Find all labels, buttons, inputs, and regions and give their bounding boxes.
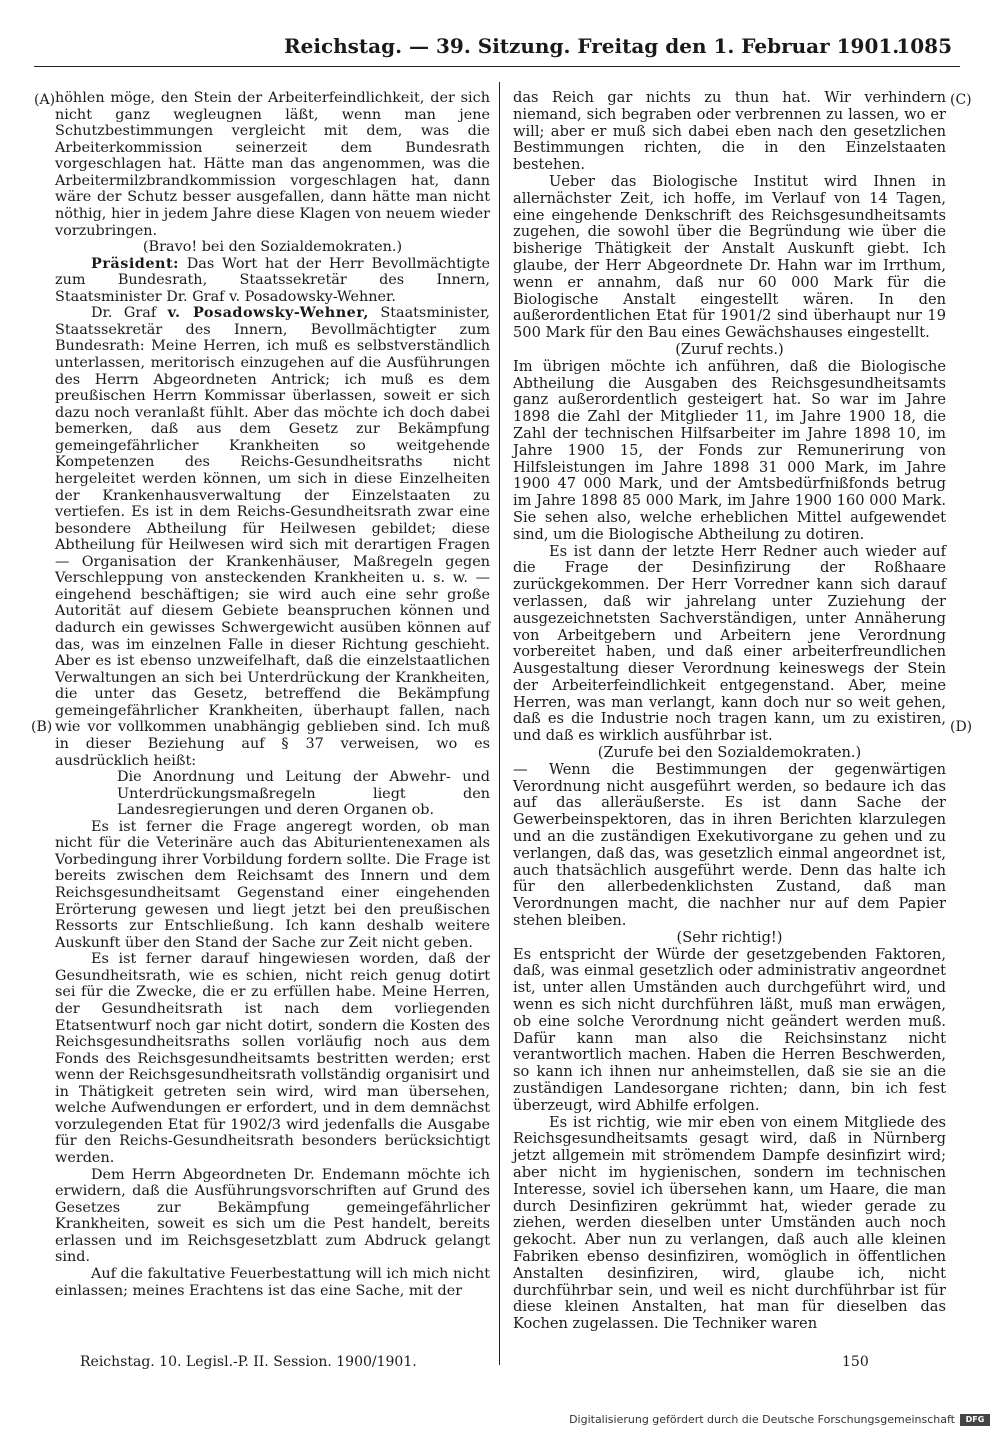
paragraph-text: das Reich gar nichts zu thun hat. Wir verhindern niemand, sich begraben oder verbrennen zu lassen, wo er will; aber er muß sich dabei eben nach den gesetzlichen Bestimmungen richten, die in den Einzelstaaten bestehen.: [513, 89, 946, 174]
paragraph-text: Es ist dann der letzte Herr Redner auch wieder auf die Frage der Desinfizirung der Roßhaare zurückgekommen. Der Herr Vorredner kann sich darauf verlassen, daß wir jahrelang unter Zuziehung der ausgezeichnetsten Sachverständigen, unter Annäherung von Arbeitgebern und Arbeitern jene Verordnung vorbereitet haben, und daß einer arbeiterfreundlichen Ausgestaltung dieser Verordnung keineswegs der Stein der Arbeiterfeindlichkeit entgegenstand. Aber, meine Herren, was man verlangt, kann doch nur so weit gehen, daß es die Industrie noch tragen kann, um zu existiren, und daß es wirklich ausführbar ist.: [513, 542, 946, 745]
paragraph: [513, 762, 946, 930]
paragraph: [513, 1115, 946, 1333]
margin-mark-a: (A): [34, 92, 56, 108]
paragraph-text: Im übrigen möchte ich anführen, daß die Biologische Abtheilung die Ausgaben des Reichsgesundheitsamts ganz außerordentlich gesteigert hat. So war im Jahre 1898 die Zahl der Mitglieder 11, im Jahre 1900 18, die Zahl der technischen Hilfsarbeiter im Jahre 1898 10, im Jahre 1900 15, der Fonds zur Remunerirung von Hilfsleistungen im Jahre 1898 31 000 Mark, im Jahre 1900 47 000 Mark, und der Amtsbedürfnißfonds betrug im Jahre 1898 85 000 Mark, im Jahre 1900 160 000 Mark. Sie sehen also, welche erheblichen Mittel aufgewendet sind, um die Biologische Abtheilung zu dotiren.: [513, 357, 946, 543]
margin-mark-c: (C): [950, 92, 972, 108]
paragraph: [55, 951, 490, 1166]
paragraph-text: höhlen möge, den Stein der Arbeiterfeindlichkeit, der sich nicht ganz wegleugnen läßt, wenn man jene Schutzbestimmungen vergleicht mit dem, was die Arbeiterkommission seinerzeit dem Bundesrath vorgeschlagen hat. Hätte man das angenommen, was die Arbeitermilzbrandkommission vorgeschlagen hat, dann wäre der Schutz besser ausgefallen, dann hätte man nicht nöthig, hier in jedem Jahre diese Klagen von neuem wieder vorzubringen.: [55, 90, 490, 239]
margin-mark-b: (B): [31, 719, 53, 735]
footer-sheet-number: 150: [842, 1354, 869, 1370]
digitization-credit: [569, 1413, 990, 1426]
paragraph-text: — Wenn die Bestimmungen der gegenwärtigen Verordnung nicht ausgeführt werden, so bedaure ich das auf das alleräußerste. Es ist dann Sache der Gewerbeinspektoren, das in ihren Berichten klarzulegen und an die zuständigen Exekutivorgane zu gehen und zu verlangen, daß das, was gesetzlich einmal angeordnet ist, auch thatsächlich ausgeführt werde. Denn das halte ich für den allerbedenklichsten Zustand, daß man Verordnungen macht, die nachher nur auf dem Papier stehen bleiben.: [513, 760, 946, 930]
speaker-name: v. Posadowsky-Wehner,: [167, 304, 369, 322]
speaker-name: Präsident:: [91, 254, 179, 272]
paragraph-text: Es ist ferner darauf hingewiesen worden, daß der Gesundheitsrath, wie es schien, nicht reich genug dotirt sei für die Zwecke, die er zu erfüllen habe. Meine Herren, der Gesundheitsrath ist nach dem vorliegenden Etatsentwurf noch gar nicht dotirt, sondern die Kosten des Reichsgesundheitsraths sollen vorläufig noch aus dem Fonds des Reichsgesundheitsamts bestritten werden; erst wenn der Reichsgesundheitsrath vollständig organisirt und in Thätigkeit getreten sein wird, wird man übersehen, welche Aufwendungen er erfordert, und in dem demnächst vorzulegenden Etat für 1902/3 wird jedenfalls die Ausgabe für den Reichs-Gesundheitsrath besonders berücksichtigt werden.: [55, 951, 490, 1166]
speaker-prefix: Dr. Graf: [91, 305, 168, 322]
paragraph: [55, 769, 490, 819]
paragraph: [513, 947, 946, 1115]
paragraph: [513, 90, 946, 174]
paragraph-text: Es entspricht der Würde der gesetzgebenden Faktoren, daß, was einmal gesetzlich oder administrativ angeordnet ist, unter allen Umständen auch durchgeführt wird, und wenn es sich nicht durchführen läßt, muß man erwägen, ob eine solche Verordnung nicht geändert werden muß. Dafür kann man also die Reichsinstanz nicht verantwortlich machen. Haben die Herren Beschwerden, so kann ich ihnen nur anheimstellen, daß sie sie an die zuständigen Landesorgane richten; dann, bin ich fest überzeugt, wird Abhilfe erfolgen.: [513, 945, 946, 1114]
paragraph: [55, 256, 490, 306]
paragraph: [55, 90, 490, 239]
column-divider: [499, 82, 500, 1365]
paragraph: [55, 305, 490, 769]
credit-text: Digitalisierung gefördert durch die Deutsche Forschungsgemeinschaft: [569, 1413, 955, 1426]
left-column: [55, 90, 490, 1299]
paragraph-text: Es ist richtig, wie mir eben von einem Mitgliede des Reichsgesundheitsamts gesagt wird, daß in Nürnberg jetzt allgemein mit strömendem Dampfe desinfizirt wird; aber nicht im hygienischen, sondern im technischen Interesse, soviel ich übersehen kann, um Haare, die man durch Desinfiziren gekrümmt hat, wieder gerade zu ziehen, werden dieselben unter Umständen auch noch gekocht. Aber nun zu verlangen, daß auch alle kleinen Fabriken ebenso desinfiziren, womöglich in öffentlichen Anstalten desinfiziren, wird, glaube ich, nicht durchführbar sein, und weil es nicht durchführbar ist für diese kleinen Anstalten, hat man für dieselben das Kochen zugelassen. Die Techniker waren: [513, 1113, 946, 1333]
margin-mark-d: (D): [950, 719, 973, 735]
paragraph: [513, 544, 946, 746]
footer-session-info: Reichstag. 10. Legisl.-P. II. Session. 1900/1901.: [80, 1354, 417, 1370]
header-rule: [34, 66, 960, 67]
paragraph-text: (Zurufe bei den Sozialdemokraten.): [597, 744, 862, 762]
paragraph: [55, 819, 490, 952]
dfg-logo: DFG: [960, 1414, 990, 1426]
paragraph: [513, 359, 946, 544]
paragraph-text: Staatsminister, Staatssekretär des Innern, Bevollmächtigter zum Bundesrath: Meine Herren, ich muß es selbstverständlich unterlassen, meritorisch einzugehen auf die Ausführungen des Herrn Abgeordneten Antrick; ich muß es dem preußischen Herrn Kommissar überlassen, soweit er sich dazu noch veranlaßt fühlt. Aber das möchte ich doch dabei bemerken, daß aus dem Gesetz zur Bekämpfung gemeingefährlicher Krankheiten so weitgehende Kompetenzen des Reichs-Gesundheitsraths nicht hergeleitet werden können, um sich in diese Einzelheiten der Krankenhausverwaltung der Einzelstaaten zu vertiefen. Es ist in dem Reichs-Gesundheitsrath zwar eine besondere Abtheilung für Heilwesen gebildet; diese Abtheilung für Heilwesen wird sich mit derartigen Fragen — Organisation der Krankenhäuser, Maßregeln gegen Verschleppung von ansteckenden Krankheiten u. s. w. — eingehend beschäftigen; sie wird auch eine sehr große Autorität auf diesem Gebiete beanspruchen können und dadurch ein gewisses Schwergewicht ausüben können auf das, was im einzelnen Falle in dieser Richtung geschieht. Aber es ist ebenso unzweifelhaft, daß die einzelstaatlichen Verwaltungen an sich bei Unterdrückung der Krankheiten, die unter das Gesetz, betreffend die Bekämpfung gemeingefährlicher Krankheiten, überhaupt fallen, nach wie vor vollkommen unabhängig geblieben sind. Ich muß in dieser Beziehung auf § 37 verweisen, wo es ausdrücklich heißt:: [55, 305, 490, 769]
paragraph-text: Auf die fakultative Feuerbestattung will ich mich nicht einlassen; meines Erachtens ist das eine Sache, mit der: [55, 1265, 491, 1299]
paragraph: [55, 1167, 490, 1266]
right-column: [513, 90, 946, 1333]
paragraph-text: Es ist ferner die Frage angeregt worden, ob man nicht für die Veterinäre auch das Abiturientenexamen als Vorbedingung ihrer Vorbildung fordern sollte. Die Frage ist bereits zwischen dem Reichsamt des Innern und dem Reichsgesundheitsamt Gegenstand einer eingehenden Erörterung gewesen und liegt jetzt bei den preußischen Ressorts zur Entschließung. Ich kann deshalb weitere Auskunft über den Stand der Sache zur Zeit nicht geben.: [55, 818, 491, 951]
paragraph: [55, 239, 490, 256]
paragraph-text: (Zuruf rechts.): [675, 340, 784, 358]
paragraph-text: Dem Herrn Abgeordneten Dr. Endemann möchte ich erwidern, daß die Ausführungsvorschriften auf Grund des Gesetzes zur Bekämpfung gemeingefährlicher Krankheiten, soweit es sich um die Pest handelt, bereits erlassen und im Reichsgesetzblatt zum Abdruck gelangt sind.: [55, 1166, 490, 1266]
paragraph: [513, 930, 946, 947]
paragraph-text: (Sehr richtig!): [676, 928, 783, 946]
page-number: 1085: [896, 34, 952, 58]
paragraph: [513, 745, 946, 762]
paragraph-text: Das Wort hat der Herr Bevollmächtigte zum Bundesrath, Staatssekretär des Innern, Staatsminister Dr. Graf v. Posadowsky-Wehner.: [55, 255, 490, 305]
paragraph-text: Die Anordnung und Leitung der Abwehr- und Unterdrückungsmaßregeln liegt den Landesregierungen und deren Organen ob.: [117, 769, 490, 819]
paragraph: [55, 1266, 490, 1299]
paragraph: [513, 342, 946, 359]
paragraph-text: Ueber das Biologische Institut wird Ihnen in allernächster Zeit, ich hoffe, im Verlauf von 14 Tagen, eine eingehende Denkschrift des Reichsgesundheitsamts zugehen, die sowohl über die Begründung wie über die bisherige Thätigkeit der Anstalt Auskunft giebt. Ich glaube, der Herr Abgeordnete Dr. Hahn war im Irrthum, wenn er annahm, daß nur 60 000 Mark für die Biologische Anstalt eingestellt wären. In den außerordentlichen Etat für 1901/2 sind überhaupt nur 19 500 Mark für den Bau eines Gewächshauses eingestellt.: [513, 172, 946, 342]
paragraph: [513, 174, 946, 342]
running-header: Reichstag. — 39. Sitzung. Freitag den 1. Februar 1901.: [284, 34, 900, 58]
paragraph-text: (Bravo! bei den Sozialdemokraten.): [142, 239, 403, 256]
